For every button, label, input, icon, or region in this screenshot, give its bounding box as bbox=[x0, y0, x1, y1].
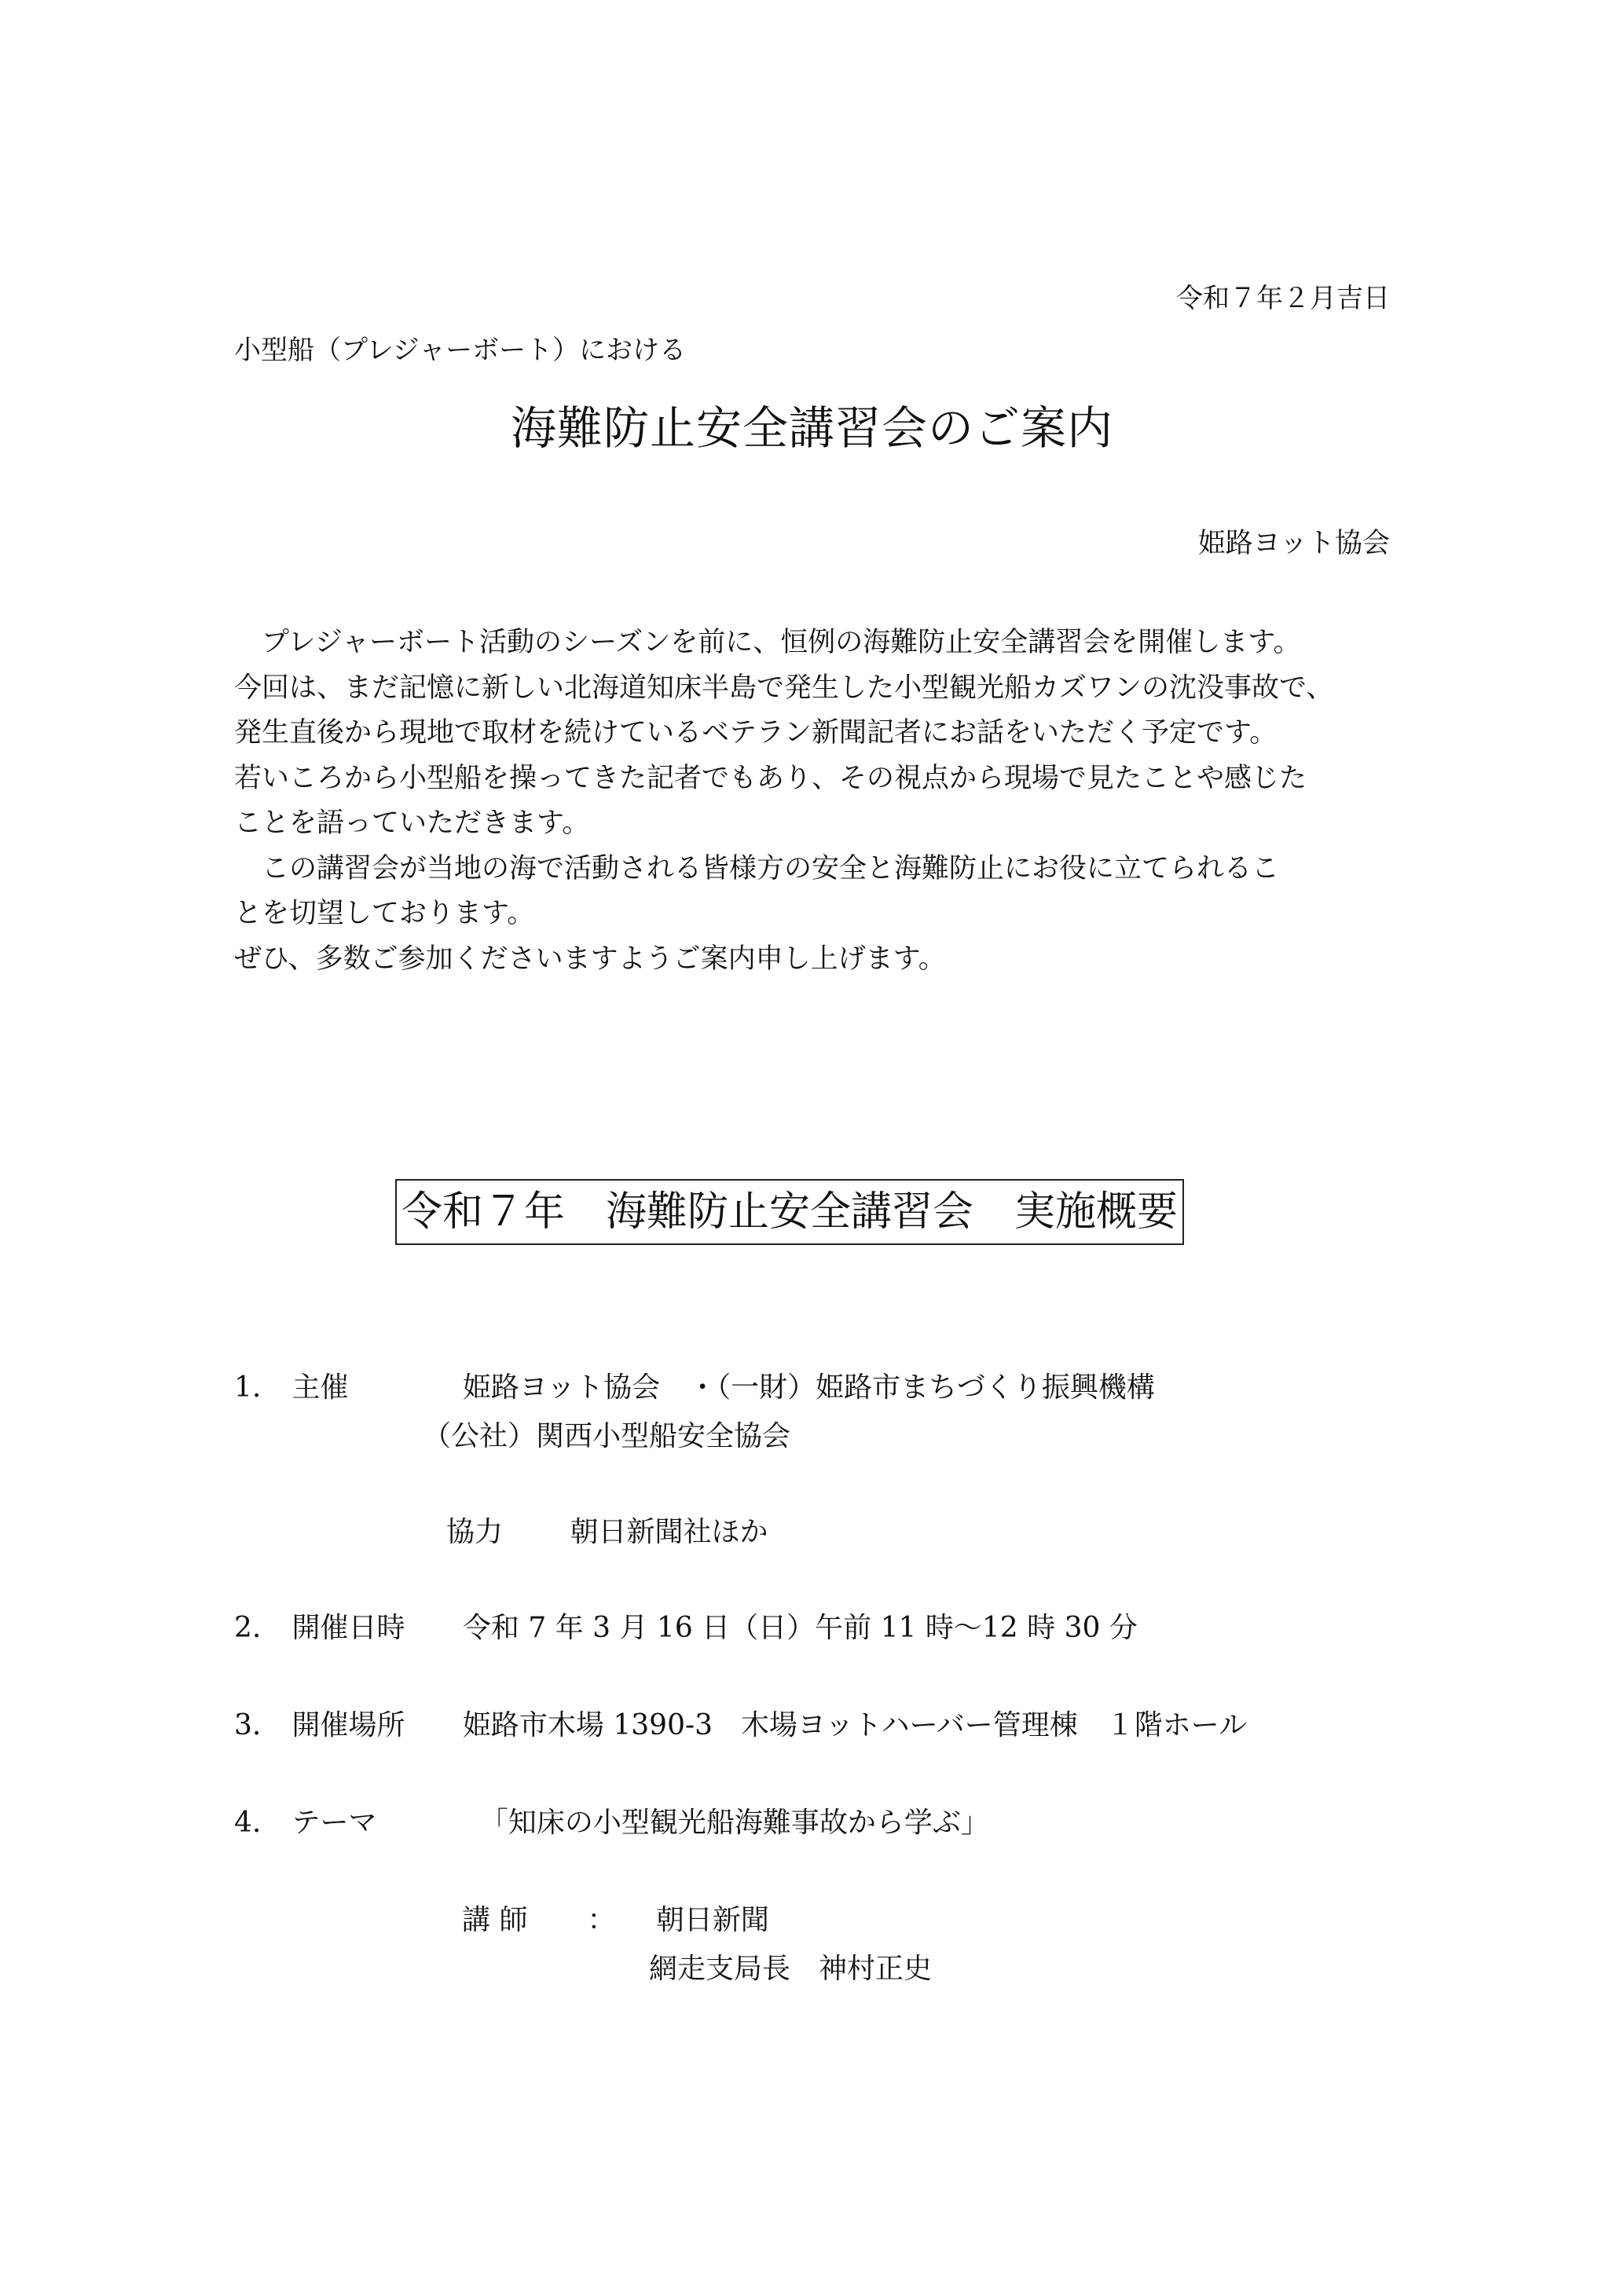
item-value: 令和 7 年 3 月 16 日（日）午前 11 時～12 時 30 分 bbox=[462, 1612, 1138, 1644]
intro-line: 発生直後から現地で取材を続けているベテラン新聞記者にお話をいただく予定です。 bbox=[234, 717, 1278, 749]
item-value: 姫路ヨット協会 ・（一財）姫路市まちづくり振興機構 bbox=[462, 1371, 1155, 1404]
document-title: 海難防止安全講習会のご案内 bbox=[510, 401, 1113, 455]
intro-line: この講習会が当地の海で活動される皆様方の安全と海難防止にお役に立てられるこ bbox=[234, 852, 1280, 884]
intro-line: プレジャーボート活動のシーズンを前に、恒例の海難防止安全講習会を開催します。 bbox=[234, 627, 1301, 658]
item-key: テーマ bbox=[291, 1807, 377, 1839]
cooperation-row bbox=[446, 1510, 768, 1550]
item-key: 主催 bbox=[291, 1371, 349, 1404]
item-number: 1. bbox=[234, 1371, 262, 1404]
summary-item-datetime bbox=[234, 1606, 1138, 1646]
item-key: 開催日時 bbox=[291, 1612, 405, 1644]
intro-line: 今回は、まだ記憶に新しい北海道知床半島で発生した小型観光船カズワンの沈没事故で、 bbox=[234, 672, 1334, 704]
lecturer-separator: ： bbox=[587, 1904, 616, 1936]
lecturer-key: 講 師 bbox=[462, 1904, 528, 1936]
item-value: 「知床の小型観光船海難事故から学ぶ」 bbox=[479, 1807, 989, 1839]
organizers-line-2: （公社）関西小型船安全協会 bbox=[423, 1420, 791, 1452]
lecturer-name: 網走支局長 神村正史 bbox=[649, 1953, 933, 1985]
document-date: 令和７年２月吉日 bbox=[1176, 283, 1390, 314]
organizer-name: 姫路ヨット協会 bbox=[1197, 528, 1390, 559]
intro-paragraph bbox=[234, 621, 1397, 982]
intro-line: ことを語っていただきます。 bbox=[234, 807, 590, 839]
item-number: 4. bbox=[234, 1807, 262, 1839]
lecturer-organization: 朝日新聞 bbox=[655, 1904, 769, 1936]
cooperation-key: 協力 bbox=[446, 1516, 504, 1548]
summary-item-venue bbox=[234, 1703, 1247, 1743]
item-number: 3. bbox=[234, 1709, 262, 1741]
lecturer-row bbox=[462, 1898, 769, 1938]
intro-line: とを切望しております。 bbox=[234, 898, 535, 929]
item-number: 2. bbox=[234, 1612, 262, 1644]
document-subtitle: 小型船（プレジャーボート）における bbox=[234, 335, 687, 366]
intro-line: ぜひ、多数ご参加くださいますようご案内申し上げます。 bbox=[234, 943, 946, 975]
summary-heading: 令和７年 海難防止安全講習会 実施概要 bbox=[395, 1179, 1184, 1245]
item-key: 開催場所 bbox=[291, 1709, 405, 1741]
cooperation-value: 朝日新聞社ほか bbox=[570, 1516, 768, 1548]
summary-item-organizers bbox=[234, 1365, 1155, 1405]
item-value: 姫路市木場 1390‐3 木場ヨットハーバー管理棟 １階ホール bbox=[462, 1709, 1248, 1741]
summary-item-theme bbox=[234, 1800, 989, 1840]
intro-line: 若いころから小型船を操ってきた記者でもあり、その視点から現場で見たことや感じた bbox=[234, 762, 1307, 794]
